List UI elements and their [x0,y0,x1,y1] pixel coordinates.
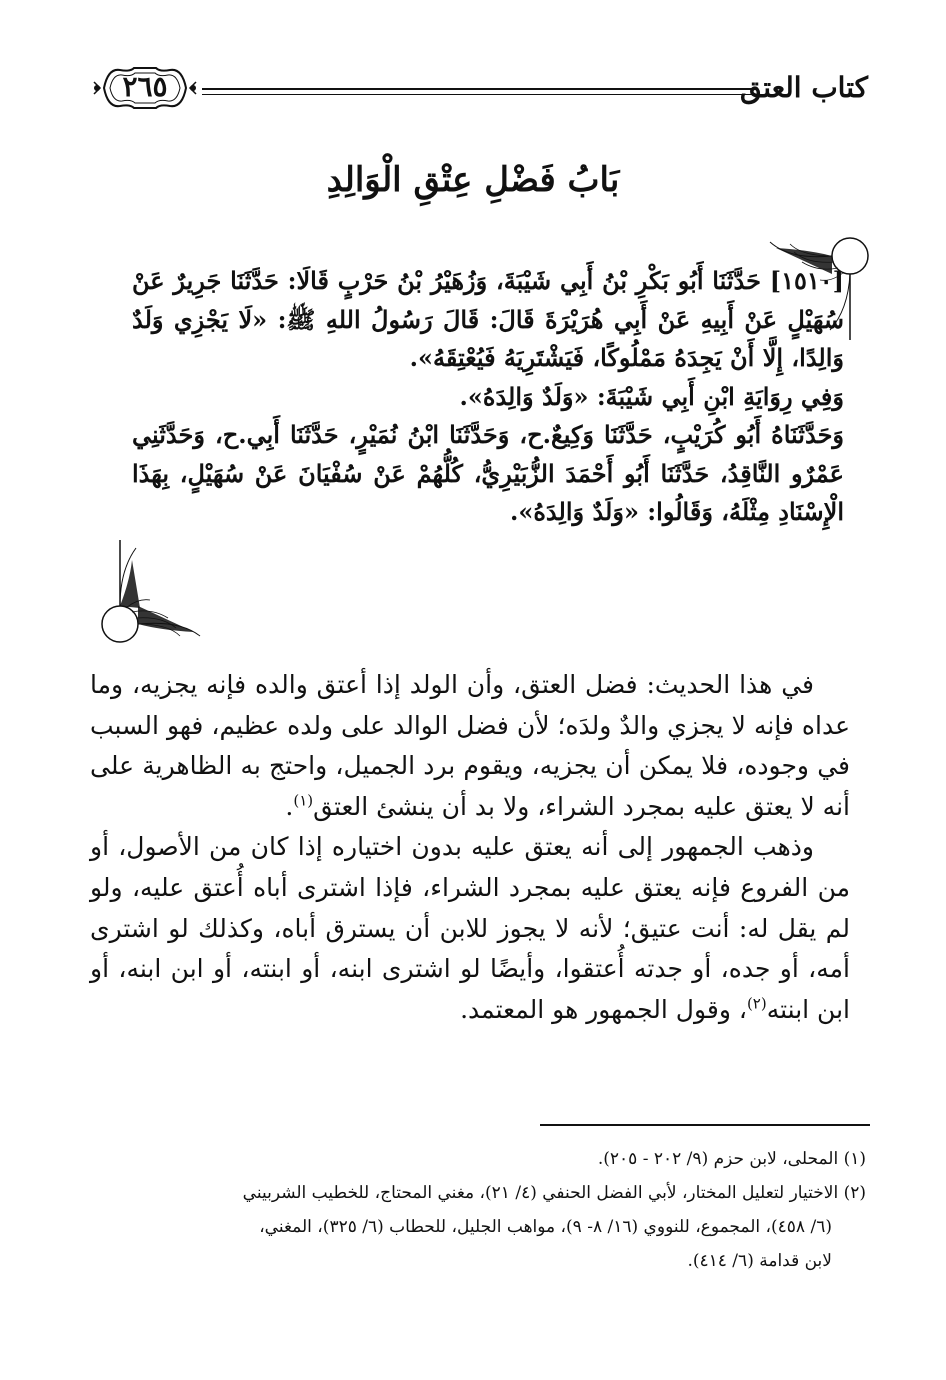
hadith-main: [١٥١٠] حَدَّثَنَا أَبُو بَكْرِ بْنُ أَبِي شَيْبَةَ، وَزُهَيْرُ بْنُ حَرْبٍ قَالَا: حَدَّثَنَا جَرِيرٌ عَنْ سُهَيْلٍ عَنْ أَبِيهِ عَنْ أَبِي هُرَيْرَةَ قَالَ: قَالَ رَسُولُ اللهِ ﷺ: «لَا يَجْزِي وَلَدٌ وَالِدًا، إِلَّا أَنْ يَجِدَهُ مَمْلُوكًا، فَيَشْتَرِيَهُ فَيُعْتِقَهُ». [132,266,844,372]
footnotes [90,1142,866,1278]
footnote-1: (١) المحلى، لابن حزم (٩/ ٢٠٢ - ٢٠٥). [597,1149,866,1169]
book-title: كتاب العتق [739,71,868,104]
hadith-chain: وَحَدَّثَنَاهُ أَبُو كُرَيْبٍ، حَدَّثَنَا وَكِيعٌ.ح، وَحَدَّثَنَا ابْنُ نُمَيْرٍ، حَدَّثَنَا أَبِي.ح، وَحَدَّثَنِي عَمْرٌو النَّاقِدُ، حَدَّثَنَا أَبُو أَحْمَدَ الزُّبَيْرِيُّ، كُلُّهُمْ عَنْ سُفْيَانَ عَنْ سُهَيْلٍ، بِهَذَا الْإِسْنَادِ مِثْلَهُ، وَقَالُوا: «وَلَدٌ وَالِدَهُ». [132,420,844,526]
footnote-2-line-2: (٦/ ٤٥٨)، المجموع، للنووي (١٦/ ٨- ٩)، مواهب الجليل، للحطاب (٦/ ٣٢٥)، المغني، [259,1217,832,1237]
page-number: ٢٦٥ [122,70,168,103]
commentary-text-end: ، وقول الجمهور هو المعتمد. [460,994,747,1024]
footnote-divider [540,1124,870,1126]
commentary-paragraph-1 [90,665,850,827]
footnote-2-line-1: (٢) الاختيار لتعليل المختار، لأبي الفضل الحنفي (٤/ ٢١)، مغني المحتاج، للخطيب الشربيني [242,1183,866,1203]
corner-ornament-icon [102,540,200,642]
hadith-variant: وَفِي رِوَايَةِ ابْنِ أَبِي شَيْبَةَ: «وَلَدٌ وَالِدَهُ». [459,381,844,411]
chapter-title: بَابُ فَضْلِ عِتْقِ الْوَالِدِ [326,160,620,200]
footnote-2-line-3: لابن قدامة (٦/ ٤١٤). [687,1251,832,1271]
header-rule [202,88,758,95]
page-number-badge [90,62,200,114]
commentary-text-end: . [285,791,294,821]
commentary [90,665,850,1030]
hadith-block [132,262,844,532]
commentary-text: في هذا الحديث: فضل العتق، وأن الولد إذا أعتق والده فإنه يجزيه، وما عداه فإنه لا يجزي والدٌ ولدَه؛ لأن فضل الوالد على ولده عظيم، فهو السبب في وجوده، فلا يمكن أن يجزيه، ويقوم برد الجميل، واحتج به الظاهرية على أنه لا يعتق عليه بمجرد الشراء، ولا بد أن ينشئ العتق [90,670,850,821]
page-header [90,62,868,118]
footnote-ref[interactable]: (٢) [746,994,767,1013]
commentary-paragraph-2 [90,827,850,1030]
commentary-text: وذهب الجمهور إلى أنه يعتق عليه بدون اختياره إذا كان من الأصول، أو من الفروع فإنه يعتق عليه بمجرد الشراء، فإذا اشترى أباه أُعتق عليه، ولو لم يقل له: أنت عتيق؛ لأنه لا يجوز للابن أن يسترق أباه، وكذلك لو اشترى أمه، أو جده، أو جدته أُعتقوا، وأيضًا لو اشترى ابنه، أو ابنته، أو ابن ابنه، أو ابن ابنته [90,832,850,1024]
footnote-ref[interactable]: (١) [293,791,314,810]
